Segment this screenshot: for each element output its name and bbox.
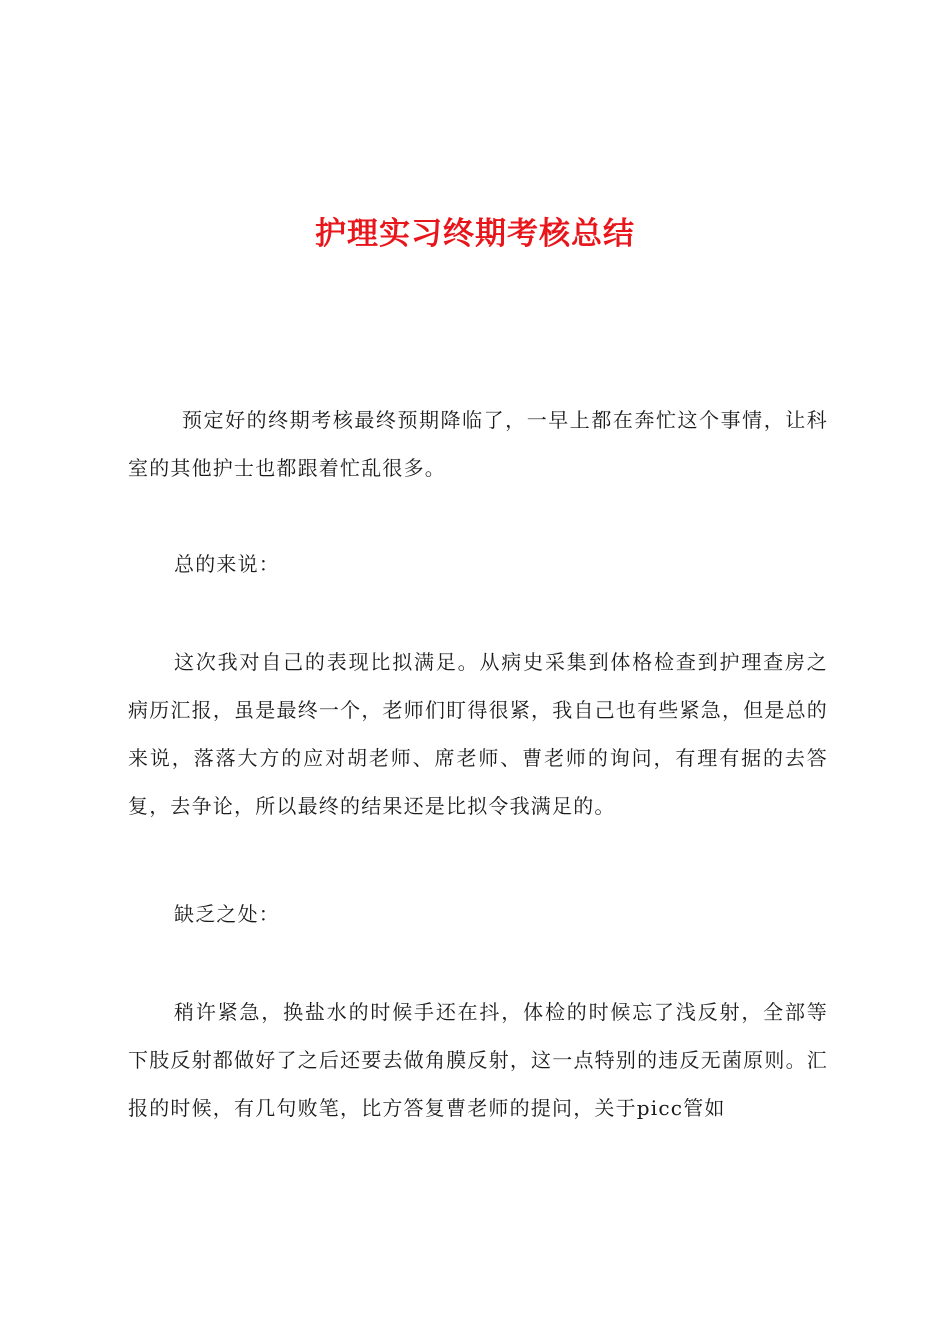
document-title: 护理实习终期考核总结 (315, 216, 635, 252)
paragraph-performance: 这次我对自己的表现比拟满足。从病史采集到体格检查到护理查房之病历汇报，虽是最终一个，老师们盯得很紧，我自己也有些紧急，但是总的来说，落落大方的应对胡老师、席老师、曹老师的询问，有理有据的去答复，去争论，所以最终的结果还是比拟令我满足的。 (128, 650, 828, 818)
paragraph-intro: 预定好的终期考核最终预期降临了，一早上都在奔忙这个事情，让科室的其他护士也都跟着忙乱很多。 (128, 408, 828, 480)
paragraph-heading-shortcomings: 缺乏之处： (174, 902, 280, 926)
paragraph-heading-summary: 总的来说： (174, 552, 280, 576)
paragraph-shortcomings: 稍许紧急，换盐水的时候手还在抖，体检的时候忘了浅反射，全部等下肢反射都做好了之后还要去做角膜反射，这一点特别的违反无菌原则。汇报的时候，有几句败笔，比方答复曹老师的提问，关于picc管如 (128, 1000, 828, 1120)
